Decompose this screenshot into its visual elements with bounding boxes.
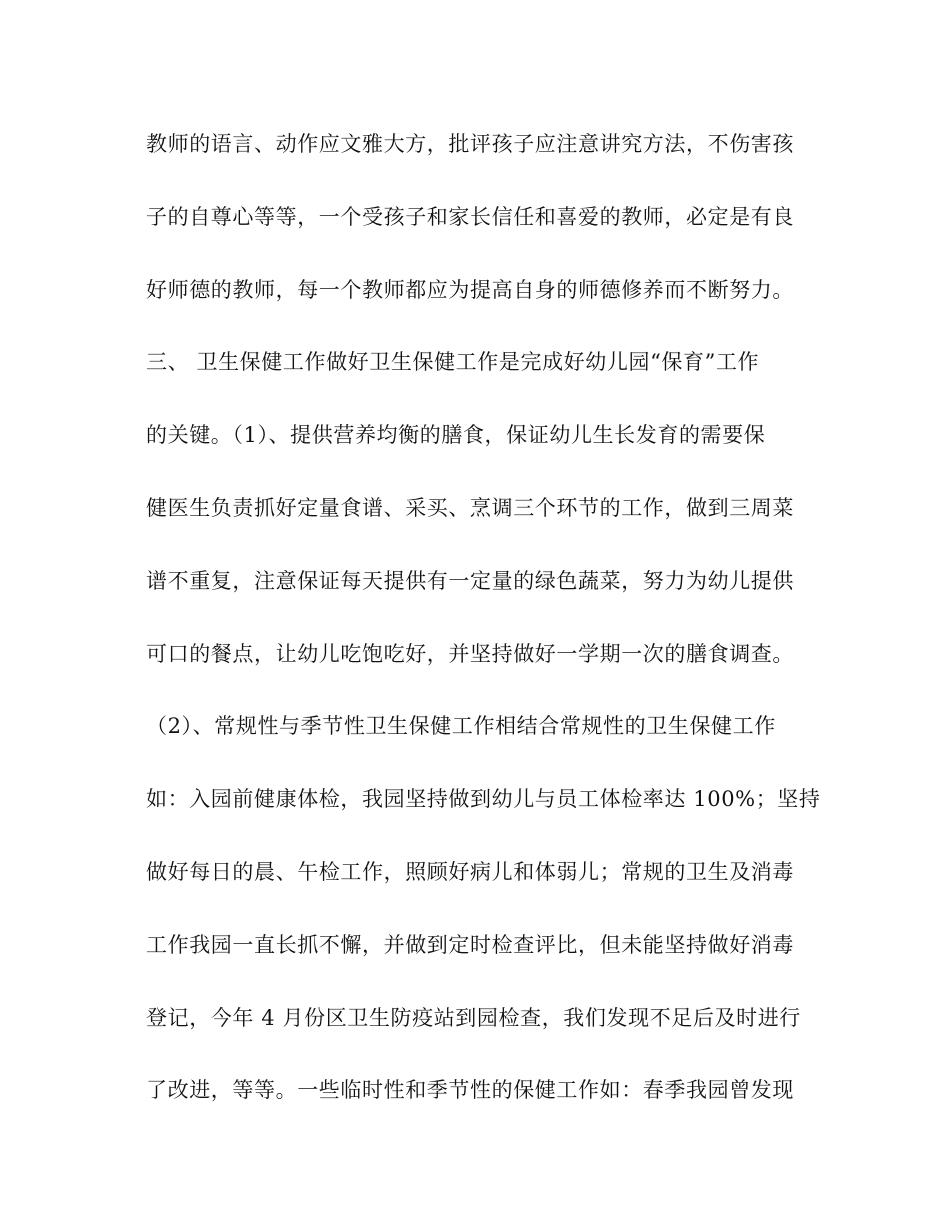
text-line: 三、 卫生保健工作做好卫生保健工作是完成好幼儿园“保育”工作 <box>146 350 760 375</box>
text-line: 可口的餐点，让幼儿吃饱吃好，并坚持做好一学期一次的膳食调查。 <box>146 641 794 666</box>
text-line: 的关键。（1）、提供营养均衡的膳食，保证幼儿生长发育的需要保 <box>146 423 766 448</box>
text-line: 子的自尊心等等，一个受孩子和家长信任和喜爱的教师，必定是有良 <box>146 204 794 229</box>
text-line: 工作我园一直长抓不懈，并做到定时检查评比，但未能坚持做好消毒 <box>146 932 794 957</box>
text-line: 做好每日的晨、午检工作，照顾好病儿和体弱儿；常规的卫生及消毒 <box>146 859 794 884</box>
text-line: 登记，今年 4 月份区卫生防疫站到园检查，我们发现不足后及时进行 <box>146 1005 801 1030</box>
text-line: 教师的语言、动作应文雅大方，批评孩子应注意讲究方法，不伤害孩 <box>146 132 794 156</box>
text-line: 如：入园前健康体检，我园坚持做到幼儿与员工体检率达 100%；坚持 <box>146 787 821 812</box>
body-text <box>146 126 821 1145</box>
text-line: 健医生负责抓好定量食谱、采买、烹调三个环节的工作，做到三周菜 <box>146 495 794 520</box>
text-line: （2）、常规性与季节性卫生保健工作相结合常规性的卫生保健工作 <box>146 714 776 739</box>
text-line: 了改进，等等。一些临时性和季节性的保健工作如：春季我园曾发现 <box>146 1078 794 1103</box>
text-line: 谱不重复，注意保证每天提供有一定量的绿色蔬菜，努力为幼儿提供 <box>146 568 794 593</box>
text-line: 好师德的教师，每一个教师都应为提高自身的师德修养而不断努力。 <box>146 277 794 302</box>
